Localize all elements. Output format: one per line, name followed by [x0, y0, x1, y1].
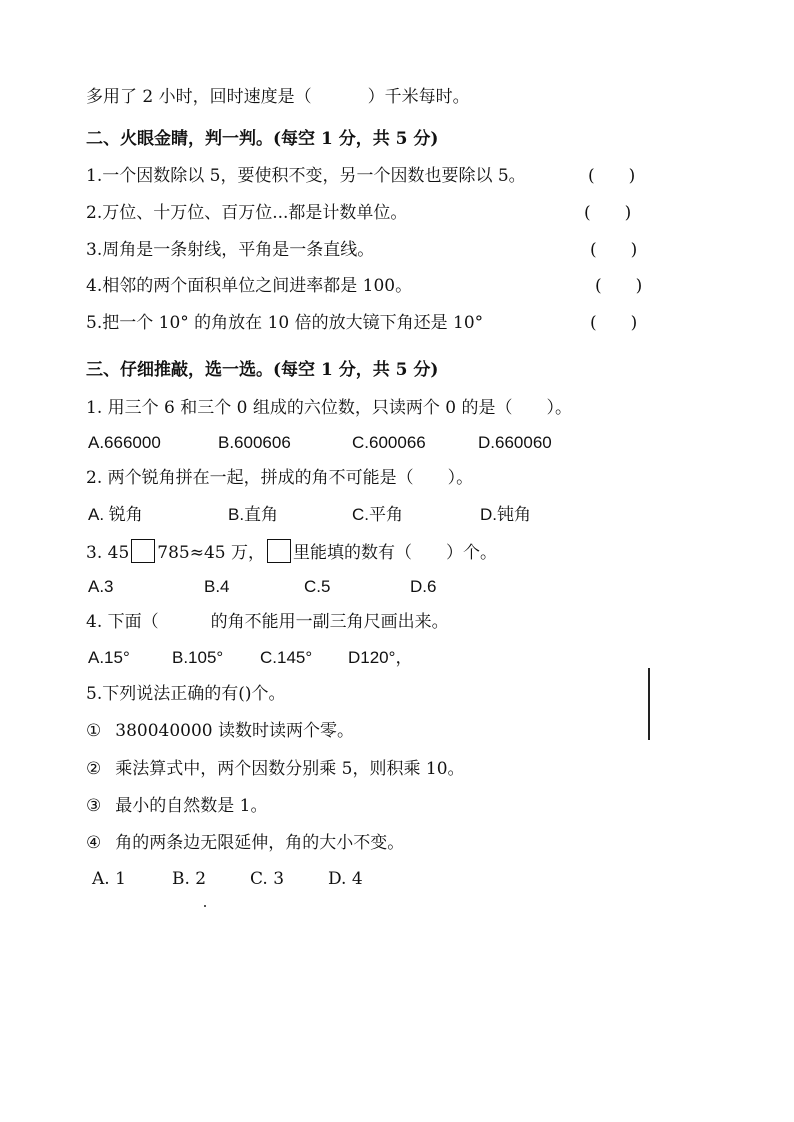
s3-q5-option-b: B. 2	[172, 869, 207, 889]
s3-q5-statement-1	[86, 719, 354, 743]
s3-q4-text	[86, 610, 449, 634]
scan-mark	[648, 668, 650, 740]
s3-q5-text: 5.下列说法正确的有()个。	[86, 684, 286, 704]
s3-q1-option-a: A.666000	[88, 433, 161, 452]
s3-q1-option-b: B.600606	[218, 433, 291, 452]
statement-number: ④	[86, 833, 102, 853]
s3-q5-option-a: A. 1	[92, 869, 126, 889]
s3-q3-option-b: B.4	[204, 577, 230, 596]
s2-item-2-answer: ( )	[584, 203, 632, 223]
s3-q2-option-b: B.直角	[228, 505, 279, 524]
section3-heading: 三、仔细推敲，选一选。(每空 1 分，共 5 分)	[86, 360, 439, 380]
s3-q3-part2: 785≈45 万，	[157, 543, 265, 563]
s2-item-4-answer: ( )	[595, 276, 643, 296]
s3-q5-option-d: D. 4	[328, 869, 363, 889]
s3-q3-option-d: D.6	[410, 577, 437, 596]
s3-q3-part3: 里能填的数有（ ）个。	[293, 543, 497, 563]
s2-item-3: 3.周角是一条射线，平角是一条直线。	[86, 240, 375, 260]
s3-q4-option-a: A.15°	[88, 648, 130, 667]
s2-item-5: 5.把一个 10° 的角放在 10 倍的放大镜下角还是 10°	[86, 313, 484, 333]
statement-number: ②	[86, 759, 102, 779]
s3-q5-statement-4	[86, 831, 404, 855]
s3-q2-option-a: A. 锐角	[88, 505, 143, 524]
s2-item-2: 2.万位、十万位、百万位...都是计数单位。	[86, 203, 408, 223]
s2-item-4: 4.相邻的两个面积单位之间进率都是 100。	[86, 276, 413, 296]
s3-q3-option-a: A.3	[88, 577, 114, 596]
blank-box	[267, 539, 291, 563]
intro-line	[86, 85, 470, 109]
s3-q1-text: 1. 用三个 6 和三个 0 组成的六位数，只读两个 0 的是（ ）。	[86, 398, 572, 418]
blank-box	[131, 539, 155, 563]
statement-text: 乘法算式中，两个因数分别乘 5，则积乘 10。	[115, 759, 465, 779]
s2-item-3-answer: ( )	[590, 240, 638, 260]
s2-item-1-answer: ( )	[588, 166, 636, 186]
s3-q4-option-c: C.145°	[260, 648, 313, 667]
s3-q1-option-c: C.600066	[352, 433, 426, 452]
statement-text: 380040000 读数时读两个零。	[115, 721, 354, 741]
intro-text-after: ）千米每时。	[367, 87, 470, 107]
s3-q4-part1: 4. 下面（	[86, 612, 159, 632]
s3-q5-statement-3	[86, 794, 267, 818]
statement-text: 角的两条边无限延伸，角的大小不变。	[115, 833, 405, 853]
section2-heading: 二、火眼金睛，判一判。(每空 1 分，共 5 分)	[86, 129, 439, 149]
s3-q2-option-c: C.平角	[352, 505, 403, 524]
s3-q5-option-c: C. 3	[250, 869, 285, 889]
s2-item-5-answer: ( )	[590, 313, 638, 333]
s3-q5-statement-2	[86, 757, 465, 781]
statement-number: ③	[86, 796, 102, 816]
s3-q3-text	[86, 539, 497, 565]
s3-q3-option-c: C.5	[304, 577, 331, 596]
s3-q2-text: 2. 两个锐角拼在一起，拼成的角不可能是（ ）。	[86, 468, 474, 488]
s2-item-1: 1.一个因数除以 5，要使积不变，另一个因数也要除以 5。	[86, 166, 526, 186]
statement-text: 最小的自然数是 1。	[115, 796, 268, 816]
s3-q4-option-b: B.105°	[172, 648, 224, 667]
intro-text-before: 多用了 2 小时，回时速度是（	[86, 87, 312, 107]
s3-q3-part1: 3. 45	[86, 543, 130, 563]
statement-number: ①	[86, 721, 102, 741]
s3-q4-part2: 的角不能用一副三角尺画出来。	[210, 612, 449, 632]
scan-dot	[204, 905, 206, 907]
s3-q1-option-d: D.660060	[478, 433, 552, 452]
s3-q4-option-d: D120°，	[348, 648, 413, 667]
s3-q2-option-d: D.钝角	[480, 505, 531, 524]
